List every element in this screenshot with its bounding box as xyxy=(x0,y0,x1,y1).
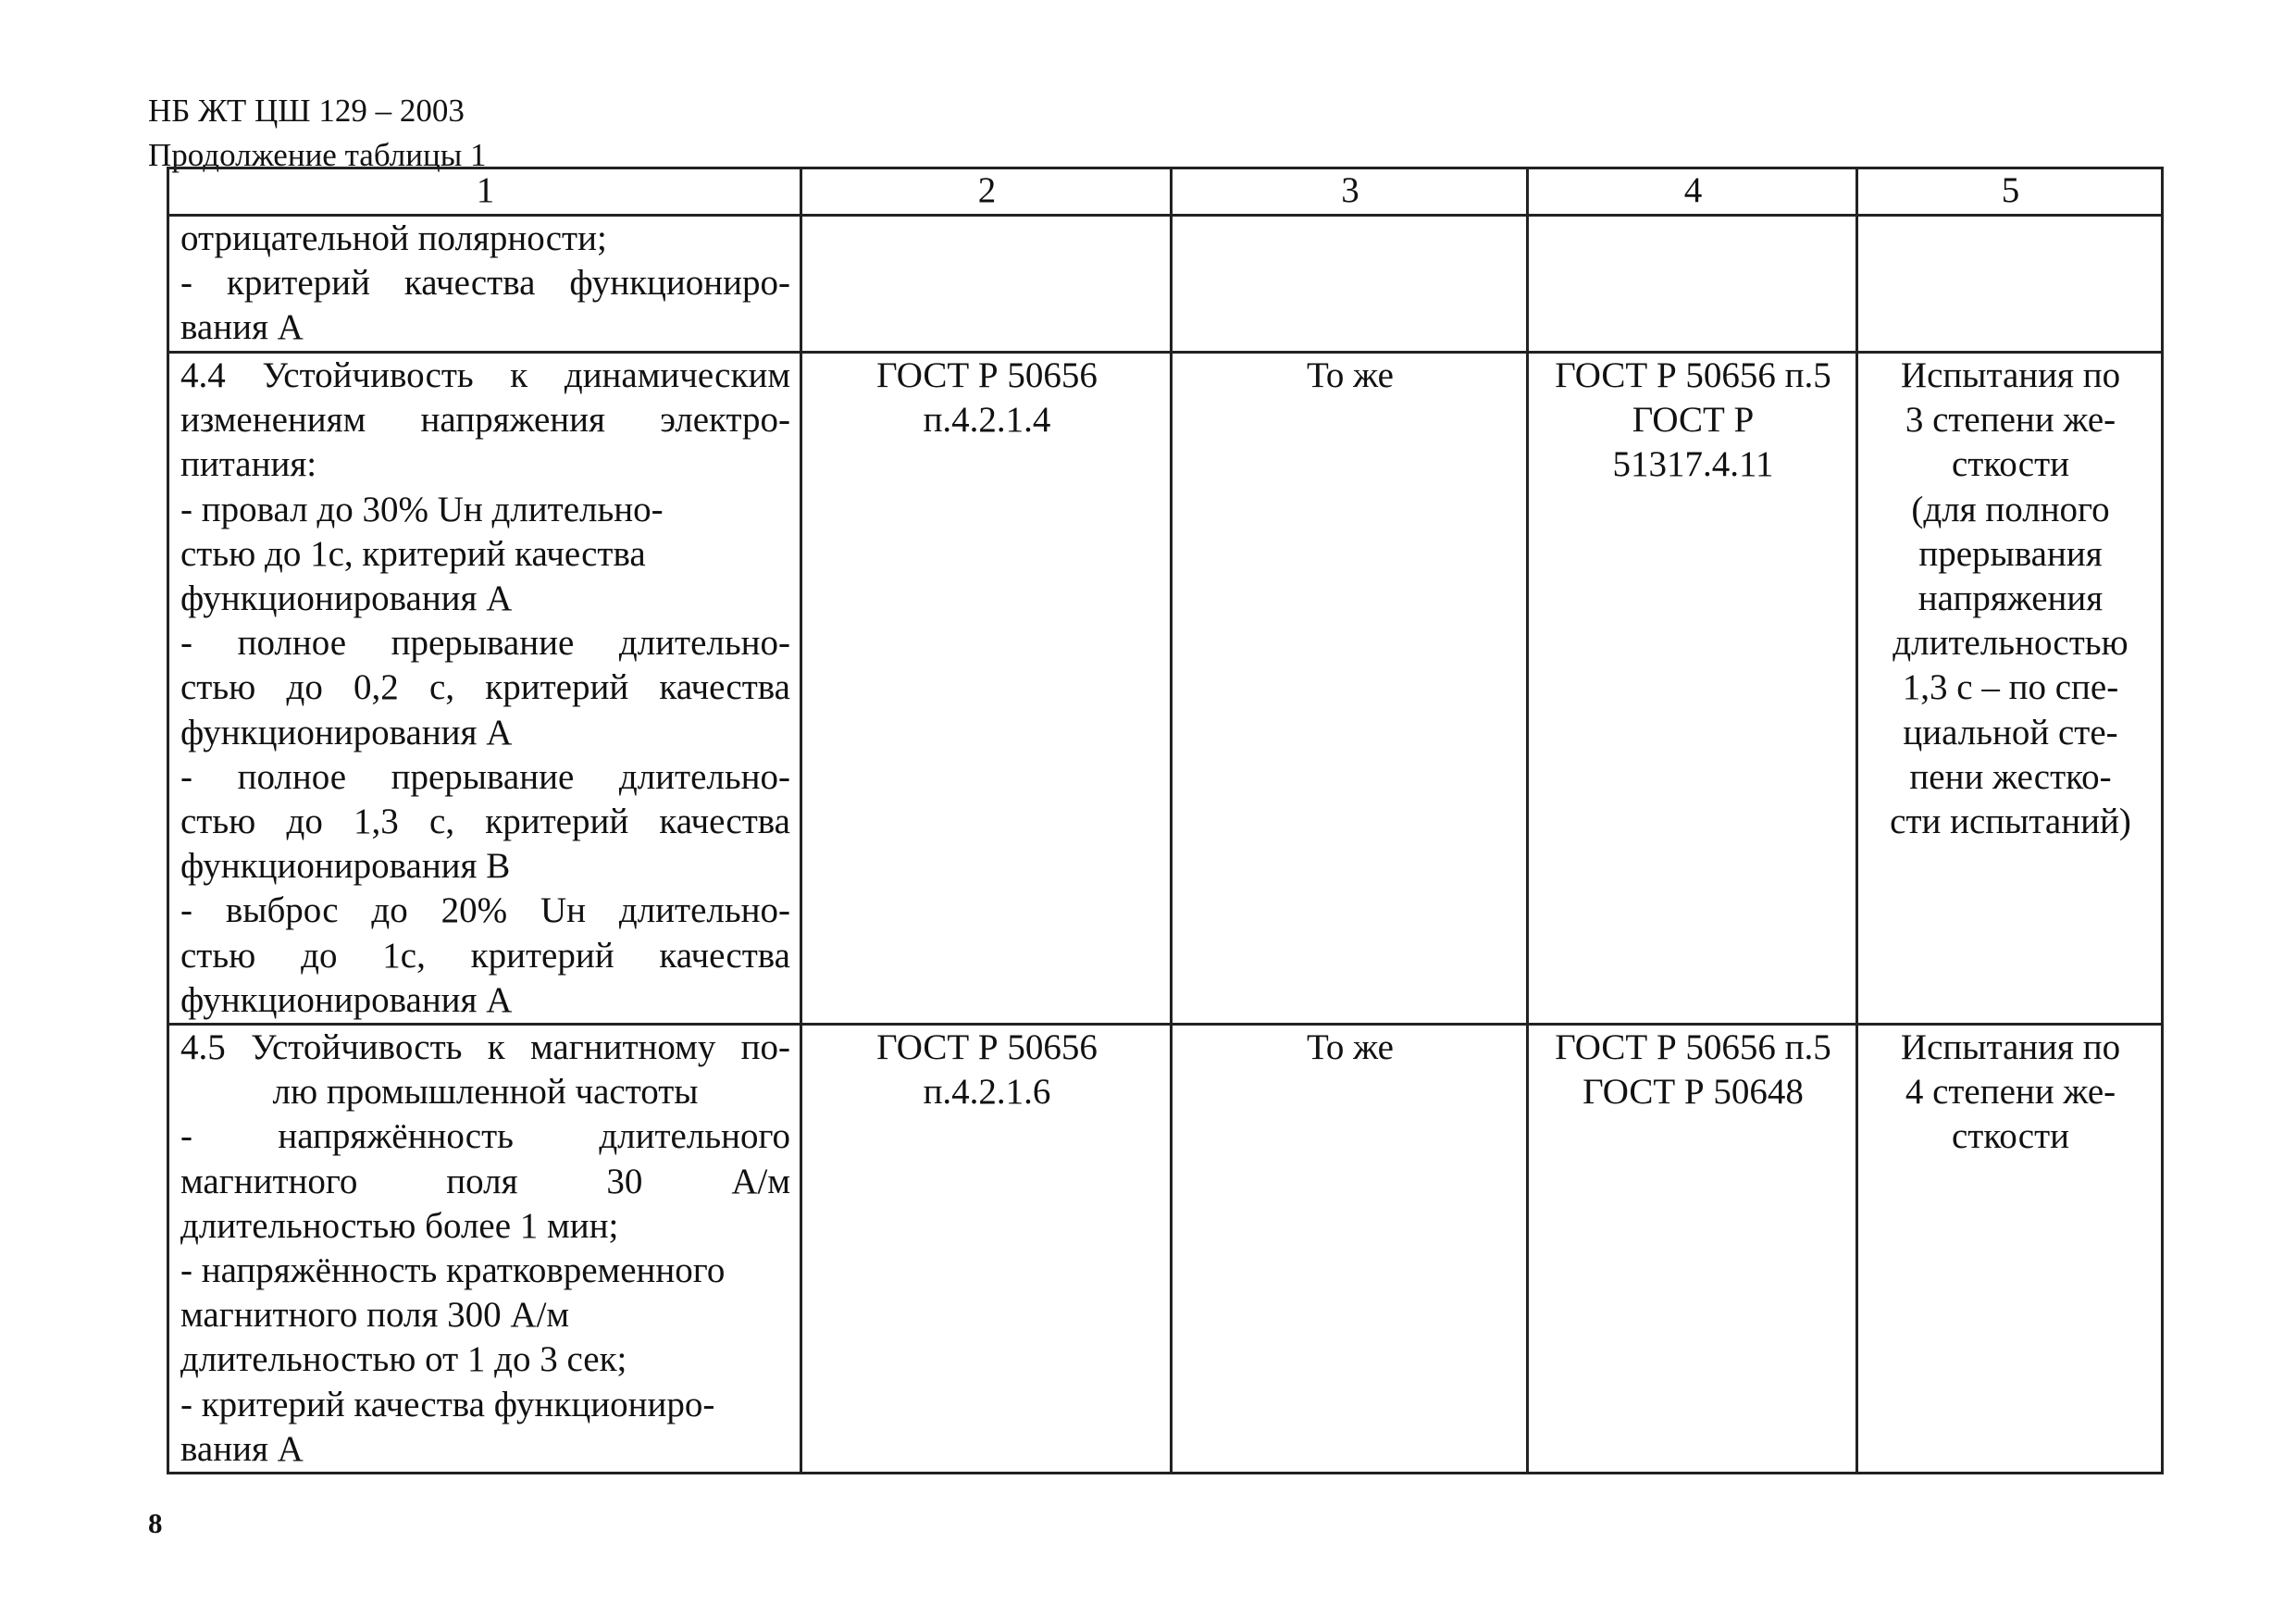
cell-line: длительностью более 1 мин; xyxy=(180,1205,619,1246)
table-header-row xyxy=(168,168,2163,216)
cell-line: Испытания по xyxy=(1900,355,2121,395)
cell-line: (для полного xyxy=(1911,489,2110,529)
cell-line: отрицательной полярности; xyxy=(180,218,607,258)
cell-line: ГОСТ Р xyxy=(1632,400,1755,441)
cell-line: ГОСТ Р 50656 xyxy=(876,1027,1098,1068)
cell-line: стью до 1с, критерий качества xyxy=(180,935,790,976)
table-row xyxy=(168,1025,2163,1474)
cell-line: изменениям напряжения электро- xyxy=(180,400,790,441)
cell-line: 4.5 Устойчивость к магнитному по- xyxy=(180,1027,790,1068)
cell-line: ГОСТ Р 50656 п.5 xyxy=(1555,355,1831,395)
cell-line: сткости xyxy=(1951,1116,2070,1157)
cell-line: напряжения xyxy=(1917,578,2104,619)
cell-line: магнитного поля 30 А/м xyxy=(180,1161,790,1201)
cell-line: ГОСТ Р 50656 п.5 xyxy=(1555,1027,1831,1068)
empty-cell xyxy=(1857,216,2163,353)
cell-line: вания А xyxy=(180,307,304,348)
cell-line: прерывания xyxy=(1918,533,2103,574)
same-as-above-cell xyxy=(1172,1025,1528,1474)
cell-line: То же xyxy=(1307,355,1394,395)
cell-line: стью до 1,3 с, критерий качества xyxy=(180,802,790,842)
cell-line: 1,3 с – по спе- xyxy=(1902,667,2119,708)
cell-line: пени жестко- xyxy=(1909,756,2112,797)
page-number: 8 xyxy=(148,1507,163,1539)
same-as-above-cell xyxy=(1172,353,1528,1025)
cell-line: 4.4 Устойчивость к динамическим xyxy=(180,355,790,395)
cell-line: сткости xyxy=(1951,444,2070,485)
cell-line: питания: xyxy=(180,444,317,485)
cell-line: ГОСТ Р 50648 xyxy=(1582,1072,1804,1113)
cell-line: Испытания по xyxy=(1900,1027,2121,1068)
test-method-cell xyxy=(1528,353,1857,1025)
cell-line: п.4.2.1.4 xyxy=(923,400,1051,441)
column-header-3: 3 xyxy=(1172,168,1528,216)
column-header-5: 5 xyxy=(1857,168,2163,216)
cell-line: функционирования В xyxy=(180,846,511,887)
test-method-cell xyxy=(1528,1025,1857,1474)
cell-line: - критерий качества функциониро- xyxy=(180,263,790,304)
table-continuation-label: Продолжение таблицы 1 xyxy=(148,137,487,173)
cell-line: функционирования А xyxy=(180,712,513,753)
standards-table xyxy=(167,167,2164,1474)
cell-line: сти испытаний) xyxy=(1890,802,2131,842)
note-cell xyxy=(1857,1025,2163,1474)
requirement-cell xyxy=(168,216,801,353)
empty-cell xyxy=(1172,216,1528,353)
table-row xyxy=(168,216,2163,353)
cell-line: 4 степени же- xyxy=(1905,1072,2116,1113)
cell-line: То же xyxy=(1307,1027,1394,1068)
standard-reference-cell xyxy=(801,353,1172,1025)
cell-line: ГОСТ Р 50656 xyxy=(876,355,1098,395)
cell-line: стью до 1с, критерий качества xyxy=(180,533,646,574)
cell-line: длительностью xyxy=(1893,623,2128,664)
cell-line: длительностью от 1 до 3 сек; xyxy=(180,1339,627,1380)
cell-line: - полное прерывание длительно- xyxy=(180,623,790,664)
cell-line: лю промышленной частоты xyxy=(272,1072,699,1113)
cell-line: 51317.4.11 xyxy=(1612,444,1774,485)
cell-line: - напряжённость длительного xyxy=(180,1116,790,1157)
standard-reference-cell xyxy=(801,1025,1172,1474)
cell-line: стью до 0,2 с, критерий качества xyxy=(180,667,790,708)
cell-line: - выброс до 20% Uн длительно- xyxy=(180,890,790,931)
column-header-2: 2 xyxy=(801,168,1172,216)
column-header-4: 4 xyxy=(1528,168,1857,216)
empty-cell xyxy=(801,216,1172,353)
cell-line: вания А xyxy=(180,1428,304,1469)
cell-line: п.4.2.1.6 xyxy=(923,1072,1051,1113)
cell-line: - провал до 30% Uн длительно- xyxy=(180,489,664,529)
requirement-cell xyxy=(168,353,801,1025)
cell-line: циальной сте- xyxy=(1903,712,2118,753)
cell-line: функционирования А xyxy=(180,979,513,1020)
cell-line: - напряжённость кратковременного xyxy=(180,1250,726,1291)
cell-line: 3 степени же- xyxy=(1905,400,2116,441)
cell-line: магнитного поля 300 А/м xyxy=(180,1295,570,1336)
document-header xyxy=(148,89,486,178)
table-row xyxy=(168,353,2163,1025)
empty-cell xyxy=(1528,216,1857,353)
note-cell xyxy=(1857,353,2163,1025)
requirement-cell xyxy=(168,1025,801,1474)
document-code: НБ ЖТ ЦШ 129 – 2003 xyxy=(148,93,465,129)
cell-line: функционирования А xyxy=(180,578,513,619)
cell-line: - полное прерывание длительно- xyxy=(180,756,790,797)
column-header-1: 1 xyxy=(168,168,801,216)
cell-line: - критерий качества функциониро- xyxy=(180,1384,715,1424)
